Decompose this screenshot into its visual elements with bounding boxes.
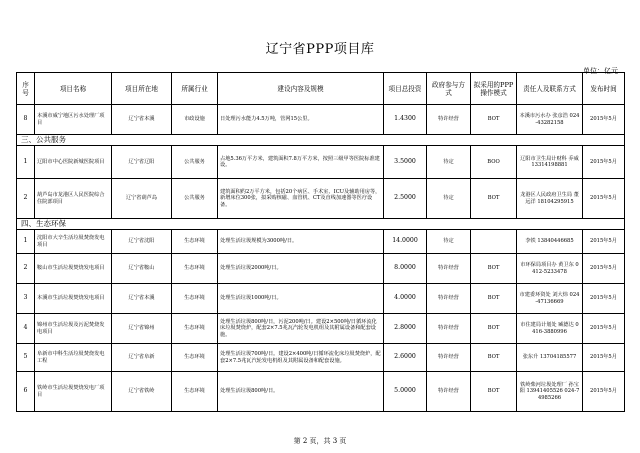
table-row [17,284,625,314]
unit-label: 单位：亿元 [583,67,618,75]
header-investment: 项目总投资 [384,73,427,105]
cell-release: 2015年5月 [583,284,625,314]
cell-name: 铁岭市生活垃圾焚烧发电厂项目 [35,372,112,412]
cell-contact: 铁岭柴河垃圾处理厂 孙宝阳 13941405526 024-74985266 [517,372,583,412]
cell-location: 辽宁省沈阳 [112,230,172,254]
table-row [17,105,625,135]
cell-release: 2015年5月 [583,179,625,219]
cell-seq: 1 [17,146,35,179]
cell-gov-mode: 待定 [427,230,471,254]
cell-contact: 龙港区人民政府卫生局 董远洋 18104295915 [517,179,583,219]
cell-investment: 2.8000 [384,314,427,344]
cell-industry: 公共服务 [172,146,218,179]
cell-release: 2015年5月 [583,146,625,179]
cell-seq: 5 [17,344,35,372]
cell-seq: 6 [17,372,35,412]
cell-ppp-mode: BOT [471,372,517,412]
cell-release: 2015年5月 [583,314,625,344]
header-industry: 所属行业 [172,73,218,105]
cell-content: 占地5.36万平方米，建筑面积7.8万平方米，按照三级甲等医院标准建设。 [218,146,384,179]
ppp-project-table [16,72,625,412]
header-ppp-mode: 拟采用的PPP操作模式 [471,73,517,105]
section-title-public-service: 三、公共服务 [17,135,625,146]
cell-seq: 3 [17,284,35,314]
cell-gov-mode: 待定 [427,179,471,219]
table-row [17,254,625,284]
section-row [17,135,625,146]
cell-gov-mode: 特许经营 [427,254,471,284]
cell-industry: 生态环境 [172,254,218,284]
cell-gov-mode: 特许经营 [427,284,471,314]
cell-location: 辽宁省阜新 [112,344,172,372]
cell-seq: 2 [17,254,35,284]
header-gov-mode: 政府参与方式 [427,73,471,105]
page-footer: 第 2 页，共 3 页 [293,437,347,445]
cell-contact: 张东升 13704185577 [517,344,583,372]
cell-investment: 4.0000 [384,284,427,314]
cell-contact: 辽阳市卫生局计财科 乔威 13314198881 [517,146,583,179]
table-row [17,146,625,179]
cell-location: 辽宁省鞍山 [112,254,172,284]
table-row [17,230,625,254]
cell-name: 辽阳市中心医院新城医院项目 [35,146,112,179]
cell-industry: 生态环境 [172,344,218,372]
cell-name: 锦州市生活垃圾及污泥焚烧发电项目 [35,314,112,344]
cell-gov-mode: 特许经营 [427,372,471,412]
cell-industry: 生态环境 [172,314,218,344]
cell-release: 2015年5月 [583,230,625,254]
cell-ppp-mode: BOT [471,284,517,314]
cell-release: 2015年5月 [583,254,625,284]
cell-ppp-mode [471,230,517,254]
cell-ppp-mode: BOT [471,105,517,135]
section-title-eco-environment: 四、生态环保 [17,219,625,230]
table-row [17,314,625,344]
cell-location: 辽宁省本溪 [112,284,172,314]
cell-release: 2015年5月 [583,344,625,372]
cell-content: 建筑面积约2万平方米，包括20个病区、手术室、ICU及辅助用房等，新增床位300张，拟采购核磁、血管机、CT及直线加速器等医疗设备。 [218,179,384,219]
cell-investment: 2.5000 [384,179,427,219]
cell-location: 辽宁省铁岭 [112,372,172,412]
cell-investment: 2.6000 [384,344,427,372]
cell-name: 阜新市中科生活垃圾焚烧发电工程 [35,344,112,372]
cell-industry: 生态环境 [172,372,218,412]
table-row [17,179,625,219]
cell-name: 葫芦岛市龙港区人民医院综合住院部项目 [35,179,112,219]
cell-seq: 1 [17,230,35,254]
cell-name: 沈阳市大辛生活垃圾焚烧发电项目 [35,230,112,254]
header-content: 建设内容及规模 [218,73,384,105]
cell-gov-mode: 特许经营 [427,344,471,372]
cell-content: 处理生活垃圾规模为3000吨/日。 [218,230,384,254]
cell-seq: 8 [17,105,35,135]
cell-industry: 公共服务 [172,179,218,219]
cell-industry: 市政设施 [172,105,218,135]
cell-investment: 14.0000 [384,230,427,254]
cell-ppp-mode: BOT [471,254,517,284]
cell-contact: 本溪市污水办 张彦浩 024-43282158 [517,105,583,135]
cell-ppp-mode: BOO [471,146,517,179]
header-release: 发布时间 [583,73,625,105]
cell-name: 鞍山市生活垃圾焚烧发电项目 [35,254,112,284]
cell-seq: 4 [17,314,35,344]
cell-content: 处理生活垃圾2000吨/日。 [218,254,384,284]
cell-ppp-mode: BOT [471,314,517,344]
table-row [17,344,625,372]
cell-location: 辽宁省本溪 [112,105,172,135]
table-row [17,372,625,412]
header-location: 项目所在地 [112,73,172,105]
section-row [17,219,625,230]
cell-investment: 1.4300 [384,105,427,135]
cell-investment: 3.5000 [384,146,427,179]
header-name: 项目名称 [35,73,112,105]
cell-location: 辽宁省辽阳 [112,146,172,179]
cell-contact: 李铁 13840446685 [517,230,583,254]
cell-location: 辽宁省葫芦岛 [112,179,172,219]
cell-location: 辽宁省锦州 [112,314,172,344]
cell-content: 处理生活垃圾800吨/日。 [218,372,384,412]
cell-seq: 2 [17,179,35,219]
cell-name: 本溪市威宁地区污水处理厂项目 [35,105,112,135]
cell-gov-mode: 特许经营 [427,314,471,344]
header-row [17,73,625,105]
cell-ppp-mode: BOT [471,179,517,219]
header-seq: 序号 [17,73,35,105]
cell-contact: 市住建局计划处 臧德达 0416-3880996 [517,314,583,344]
cell-contact: 市建委环资处 刘大炜 024-47136669 [517,284,583,314]
cell-investment: 5.0000 [384,372,427,412]
cell-contact: 市环保局项目办 黄卫东 0412-5233478 [517,254,583,284]
cell-name: 本溪市生活垃圾焚烧发电项目 [35,284,112,314]
cell-content: 处理生活垃圾700吨/日。建设2×400吨/日循环流化床垃圾焚烧炉，配套2×7.5兆瓦汽轮发电机组及其附属设备和配套设施。 [218,344,384,372]
cell-gov-mode: 特许经营 [427,105,471,135]
cell-ppp-mode: BOT [471,344,517,372]
cell-content: 日处理污水能力4.5万吨，管网15公里。 [218,105,384,135]
cell-industry: 生态环境 [172,284,218,314]
document-title: 辽宁省PPP项目库 [265,42,375,57]
cell-release: 2015年5月 [583,105,625,135]
cell-investment: 8.0000 [384,254,427,284]
cell-content: 处理生活垃圾800吨/日，污泥200吨/日。建设2×500吨/日循环流化床垃圾焚烧炉，配套2×7.5兆瓦汽轮发电机组及其附属设备和配套设施。 [218,314,384,344]
cell-gov-mode: 待定 [427,146,471,179]
cell-industry: 生态环境 [172,230,218,254]
cell-content: 处理生活垃圾1000吨/日。 [218,284,384,314]
header-contact: 责任人及联系方式 [517,73,583,105]
cell-release: 2015年5月 [583,372,625,412]
